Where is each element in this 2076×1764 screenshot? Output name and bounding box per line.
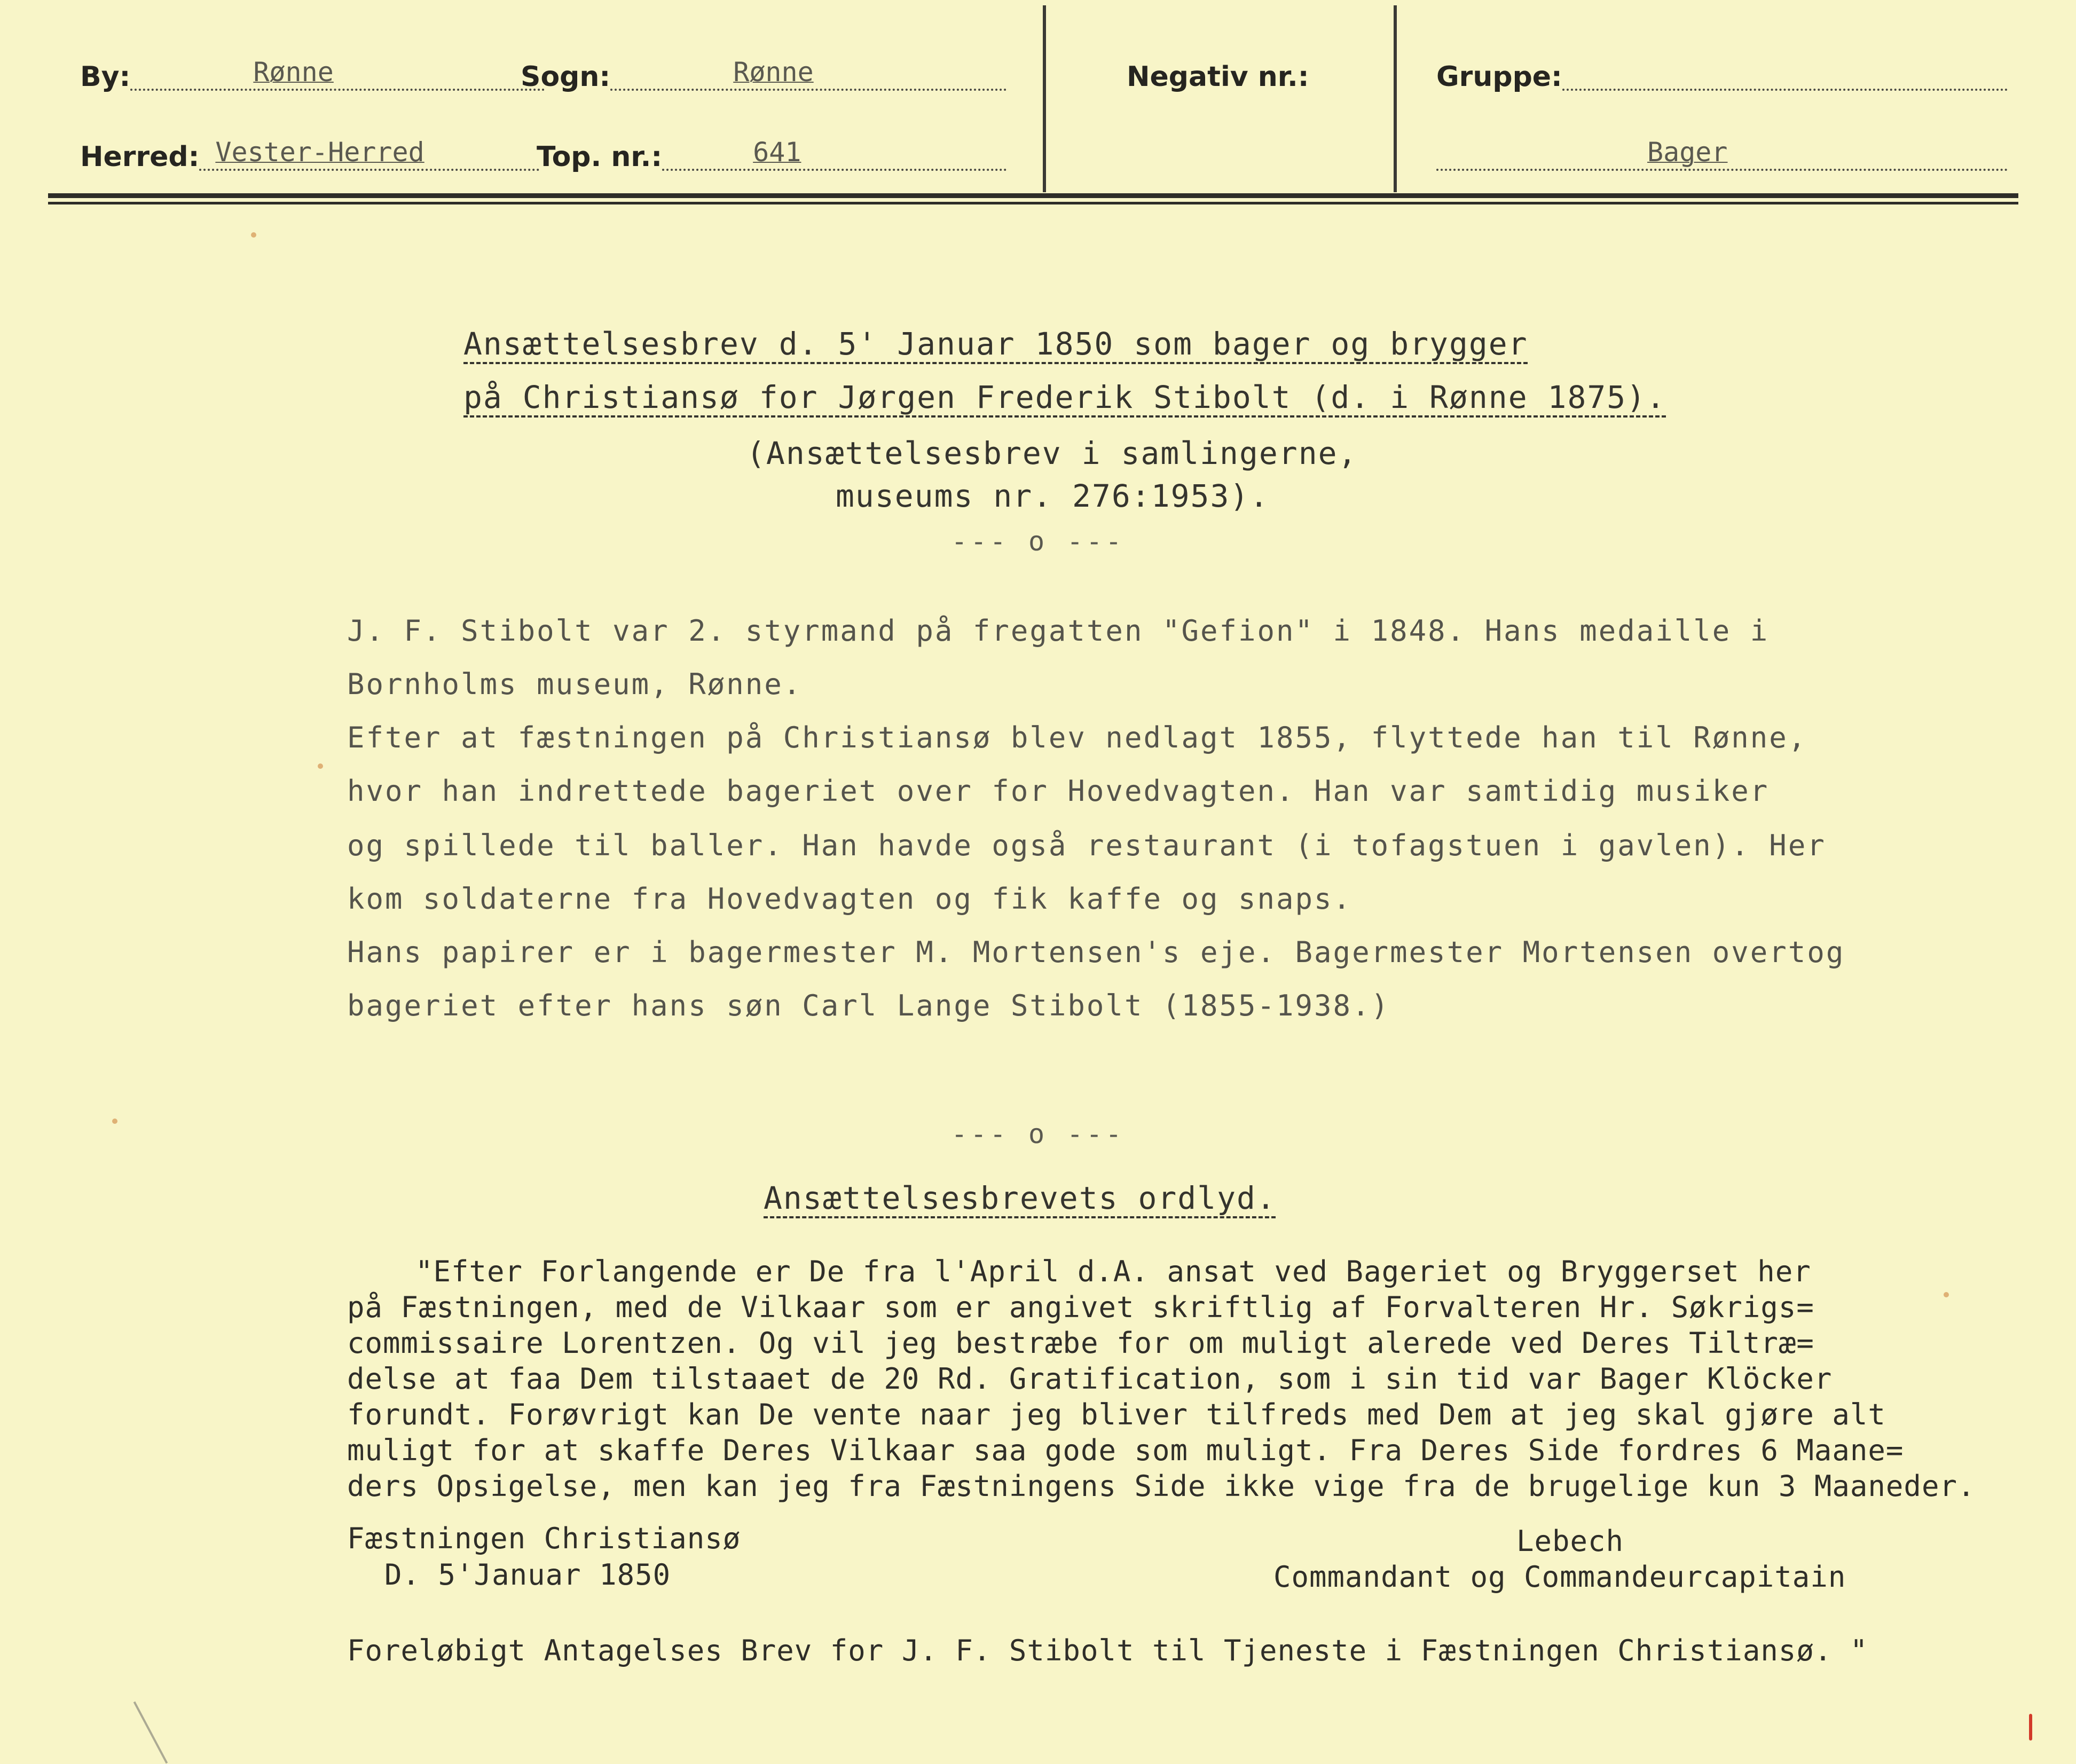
top-nr-label: Top. nr.: xyxy=(537,141,663,173)
title-line-2: på Christiansø for Jørgen Frederik Stibolt (d. i Rønne 1875). xyxy=(463,379,1666,415)
letter-line: på Fæstningen, med de Vilkaar som er angivet skriftlig af Forvalteren Hr. Søkrigs= xyxy=(347,1290,1814,1324)
body-line: bageriet efter hans søn Carl Lange Stibolt (1855-1938.) xyxy=(347,989,1390,1022)
sogn-value: Rønne xyxy=(733,57,814,88)
separator: --- o --- xyxy=(951,526,1125,557)
letter-heading: Ansættelsesbrevets ordlyd. xyxy=(764,1180,1276,1216)
negativ-field xyxy=(1127,48,1378,91)
body-line: Bornholms museum, Rønne. xyxy=(347,667,803,701)
body-line: Hans papirer er i bagermester M. Mortensen's eje. Bagermester Mortensen overtog xyxy=(347,935,1845,969)
header-divider xyxy=(1043,5,1046,192)
herred-label: Herred: xyxy=(80,141,200,173)
paper-speck xyxy=(1944,1292,1949,1297)
by-field xyxy=(80,48,545,91)
paper-speck xyxy=(251,232,256,238)
letter-line: delse at faa Dem tilstaaet de 20 Rd. Gratification, som i sin tid var Bager Klöcker xyxy=(347,1362,1833,1396)
top-nr-value: 641 xyxy=(753,137,801,168)
header-rule xyxy=(48,202,2018,204)
gruppe-label: Gruppe: xyxy=(1436,61,1562,93)
signature-place: Fæstningen Christiansø xyxy=(347,1522,741,1555)
body-line: Efter at fæstningen på Christiansø blev nedlagt 1855, flyttede han til Rønne, xyxy=(347,721,1807,754)
sogn-label: Sogn: xyxy=(521,61,611,93)
gruppe-value-field xyxy=(1436,128,2008,171)
body-line: hvor han indrettede bageriet over for Hovedvagten. Han var samtidig musiker xyxy=(347,774,1770,808)
body-line: J. F. Stibolt var 2. styrmand på fregatten "Gefion" i 1848. Hans medaille i xyxy=(347,614,1770,648)
title-line-1: Ansættelsesbrev d. 5' Januar 1850 som bager og brygger xyxy=(463,326,1528,362)
closing-line: Foreløbigt Antagelses Brev for J. F. Stibolt til Tjeneste i Fæstningen Christiansø. " xyxy=(347,1634,1868,1667)
gruppe-field xyxy=(1436,48,2008,91)
signature-date: D. 5'Januar 1850 xyxy=(384,1558,671,1592)
title-line-3: (Ansættelsesbrev i samlingerne, xyxy=(746,435,1358,471)
paper-scratch xyxy=(133,1702,168,1764)
card-header xyxy=(48,0,2018,199)
top-nr-field xyxy=(537,128,1006,171)
body-line: og spillede til baller. Han havde også restaurant (i tofagstuen i gavlen). Her xyxy=(347,829,1826,862)
separator: --- o --- xyxy=(951,1119,1125,1149)
gruppe-value: Bager xyxy=(1647,137,1728,168)
letter-line: "Efter Forlangende er De fra l'April d.A. ansat ved Bageriet og Bryggerset her xyxy=(415,1255,1811,1288)
letter-line: ders Opsigelse, men kan jeg fra Fæstningens Side ikke vige fra de brugelige kun 3 Maaneder. xyxy=(347,1469,1976,1503)
paper-speck xyxy=(318,763,323,769)
letter-line: forundt. Forøvrigt kan De vente naar jeg bliver tilfreds med Dem at jeg skal gjøre alt xyxy=(347,1398,1886,1431)
by-label: By: xyxy=(80,61,131,93)
letter-line: commissaire Lorentzen. Og vil jeg bestræbe for om muligt alerede ved Deres Tiltræ= xyxy=(347,1326,1814,1360)
negativ-label: Negativ nr.: xyxy=(1127,61,1309,93)
signature-rank: Commandant og Commandeurcapitain xyxy=(1273,1560,1846,1594)
header-divider xyxy=(1394,5,1397,192)
by-value: Rønne xyxy=(253,57,334,88)
body-line: kom soldaterne fra Hovedvagten og fik kaffe og snaps. xyxy=(347,882,1352,916)
paper-speck xyxy=(112,1119,117,1124)
herred-field xyxy=(80,128,539,171)
signature-name: Lebech xyxy=(1516,1524,1624,1558)
sogn-field xyxy=(521,48,1006,91)
header-rule xyxy=(48,193,2018,198)
herred-value: Vester-Herred xyxy=(215,137,424,168)
red-mark xyxy=(2029,1714,2032,1741)
title-line-4: museums nr. 276:1953). xyxy=(836,478,1270,514)
letter-line: muligt for at skaffe Deres Vilkaar saa gode som muligt. Fra Deres Side fordres 6 Maane= xyxy=(347,1434,1904,1467)
